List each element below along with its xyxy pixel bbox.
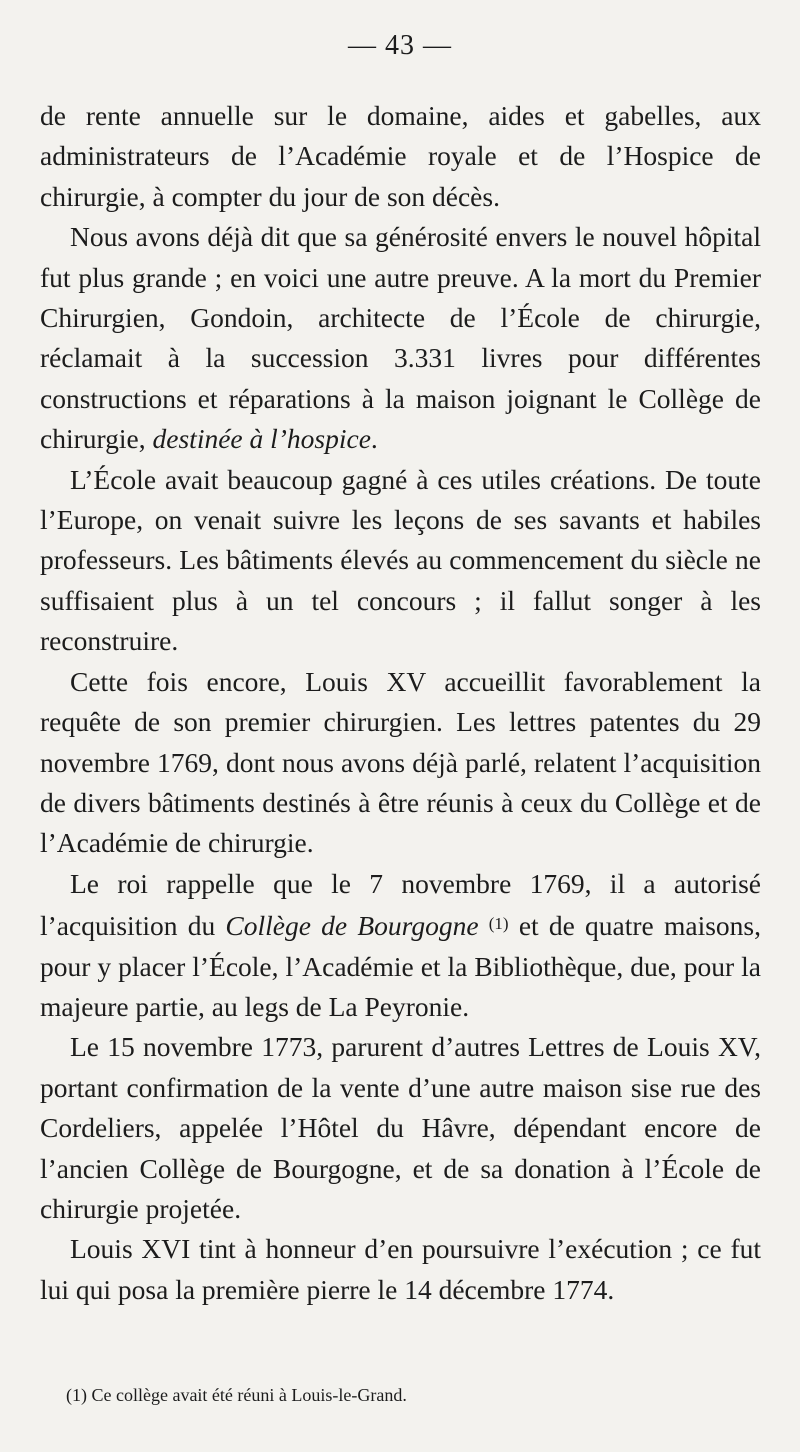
paragraph: Louis XVI tint à honneur d’en poursuivre l’exécution ; ce fut lui qui posa la première pierre le 14 décembre 1774. <box>40 1233 761 1305</box>
paragraph-text: . <box>370 423 378 455</box>
paragraph-text: et de quatre maisons, pour y placer l’École, l’Académie et la Bibliothèque, due, pour la majeure partie, au legs de La Peyronie. <box>40 910 761 1022</box>
paragraph <box>40 864 761 1028</box>
paragraph: L’École avait beaucoup gagné à ces utiles créations. De toute l’Europe, on venait suivre les leçons de ses savants et habiles professeurs. Les bâtiments élevés au commencement du siècle ne suffisaient plus à un tel concours ; il fallut songer à les reconstruire. <box>40 463 761 657</box>
body-text <box>40 96 761 1310</box>
paragraph: de rente annuelle sur le domaine, aides et gabelles, aux administrateurs de l’Académie royale et de l’Hospice de chirurgie, à compter du jour de son décès. <box>40 100 761 212</box>
paragraph-text: Nous avons déjà dit que sa générosité envers le nouvel hôpital fut plus grande ; en voici une autre preuve. A la mort du Premier Chirurgien, Gondoin, architecte de l’École de chirurgie, réclamait à la succession 3.331 livres pour différentes constructions et réparations à la maison joignant le Collège de chirurgie, <box>40 221 761 455</box>
italic-phrase: destinée à l’hospice <box>152 423 371 455</box>
footnote: (1) Ce collège avait été réuni à Louis-le-Grand. <box>66 1385 407 1405</box>
footnote-reference: (1) <box>488 914 509 934</box>
paragraph <box>40 217 761 459</box>
paragraph: Le 15 novembre 1773, parurent d’autres Lettres de Louis XV, portant confirmation de la vente d’une autre maison sise rue des Cordeliers, appelée l’Hôtel du Hâvre, dépendant encore de l’ancien Collège de Bourgogne, et de sa donation à l’École de chirurgie projetée. <box>40 1031 761 1224</box>
page-number: — 43 — <box>348 30 452 61</box>
italic-phrase: Collège de Bourgogne <box>225 910 479 942</box>
paragraph-text: Le roi rappelle que le 7 novembre 1769, il a autorisé l’acquisition du <box>40 867 761 942</box>
paragraph: Cette fois encore, Louis XV accueillit favorablement la requête de son premier chirurgien. Les lettres patentes du 29 novembre 1769, dont nous avons déjà parlé, relatent l’acquisition de divers bâtiments destinés à être réunis à ceux du Collège et de l’Académie de chirurgie. <box>40 665 761 859</box>
